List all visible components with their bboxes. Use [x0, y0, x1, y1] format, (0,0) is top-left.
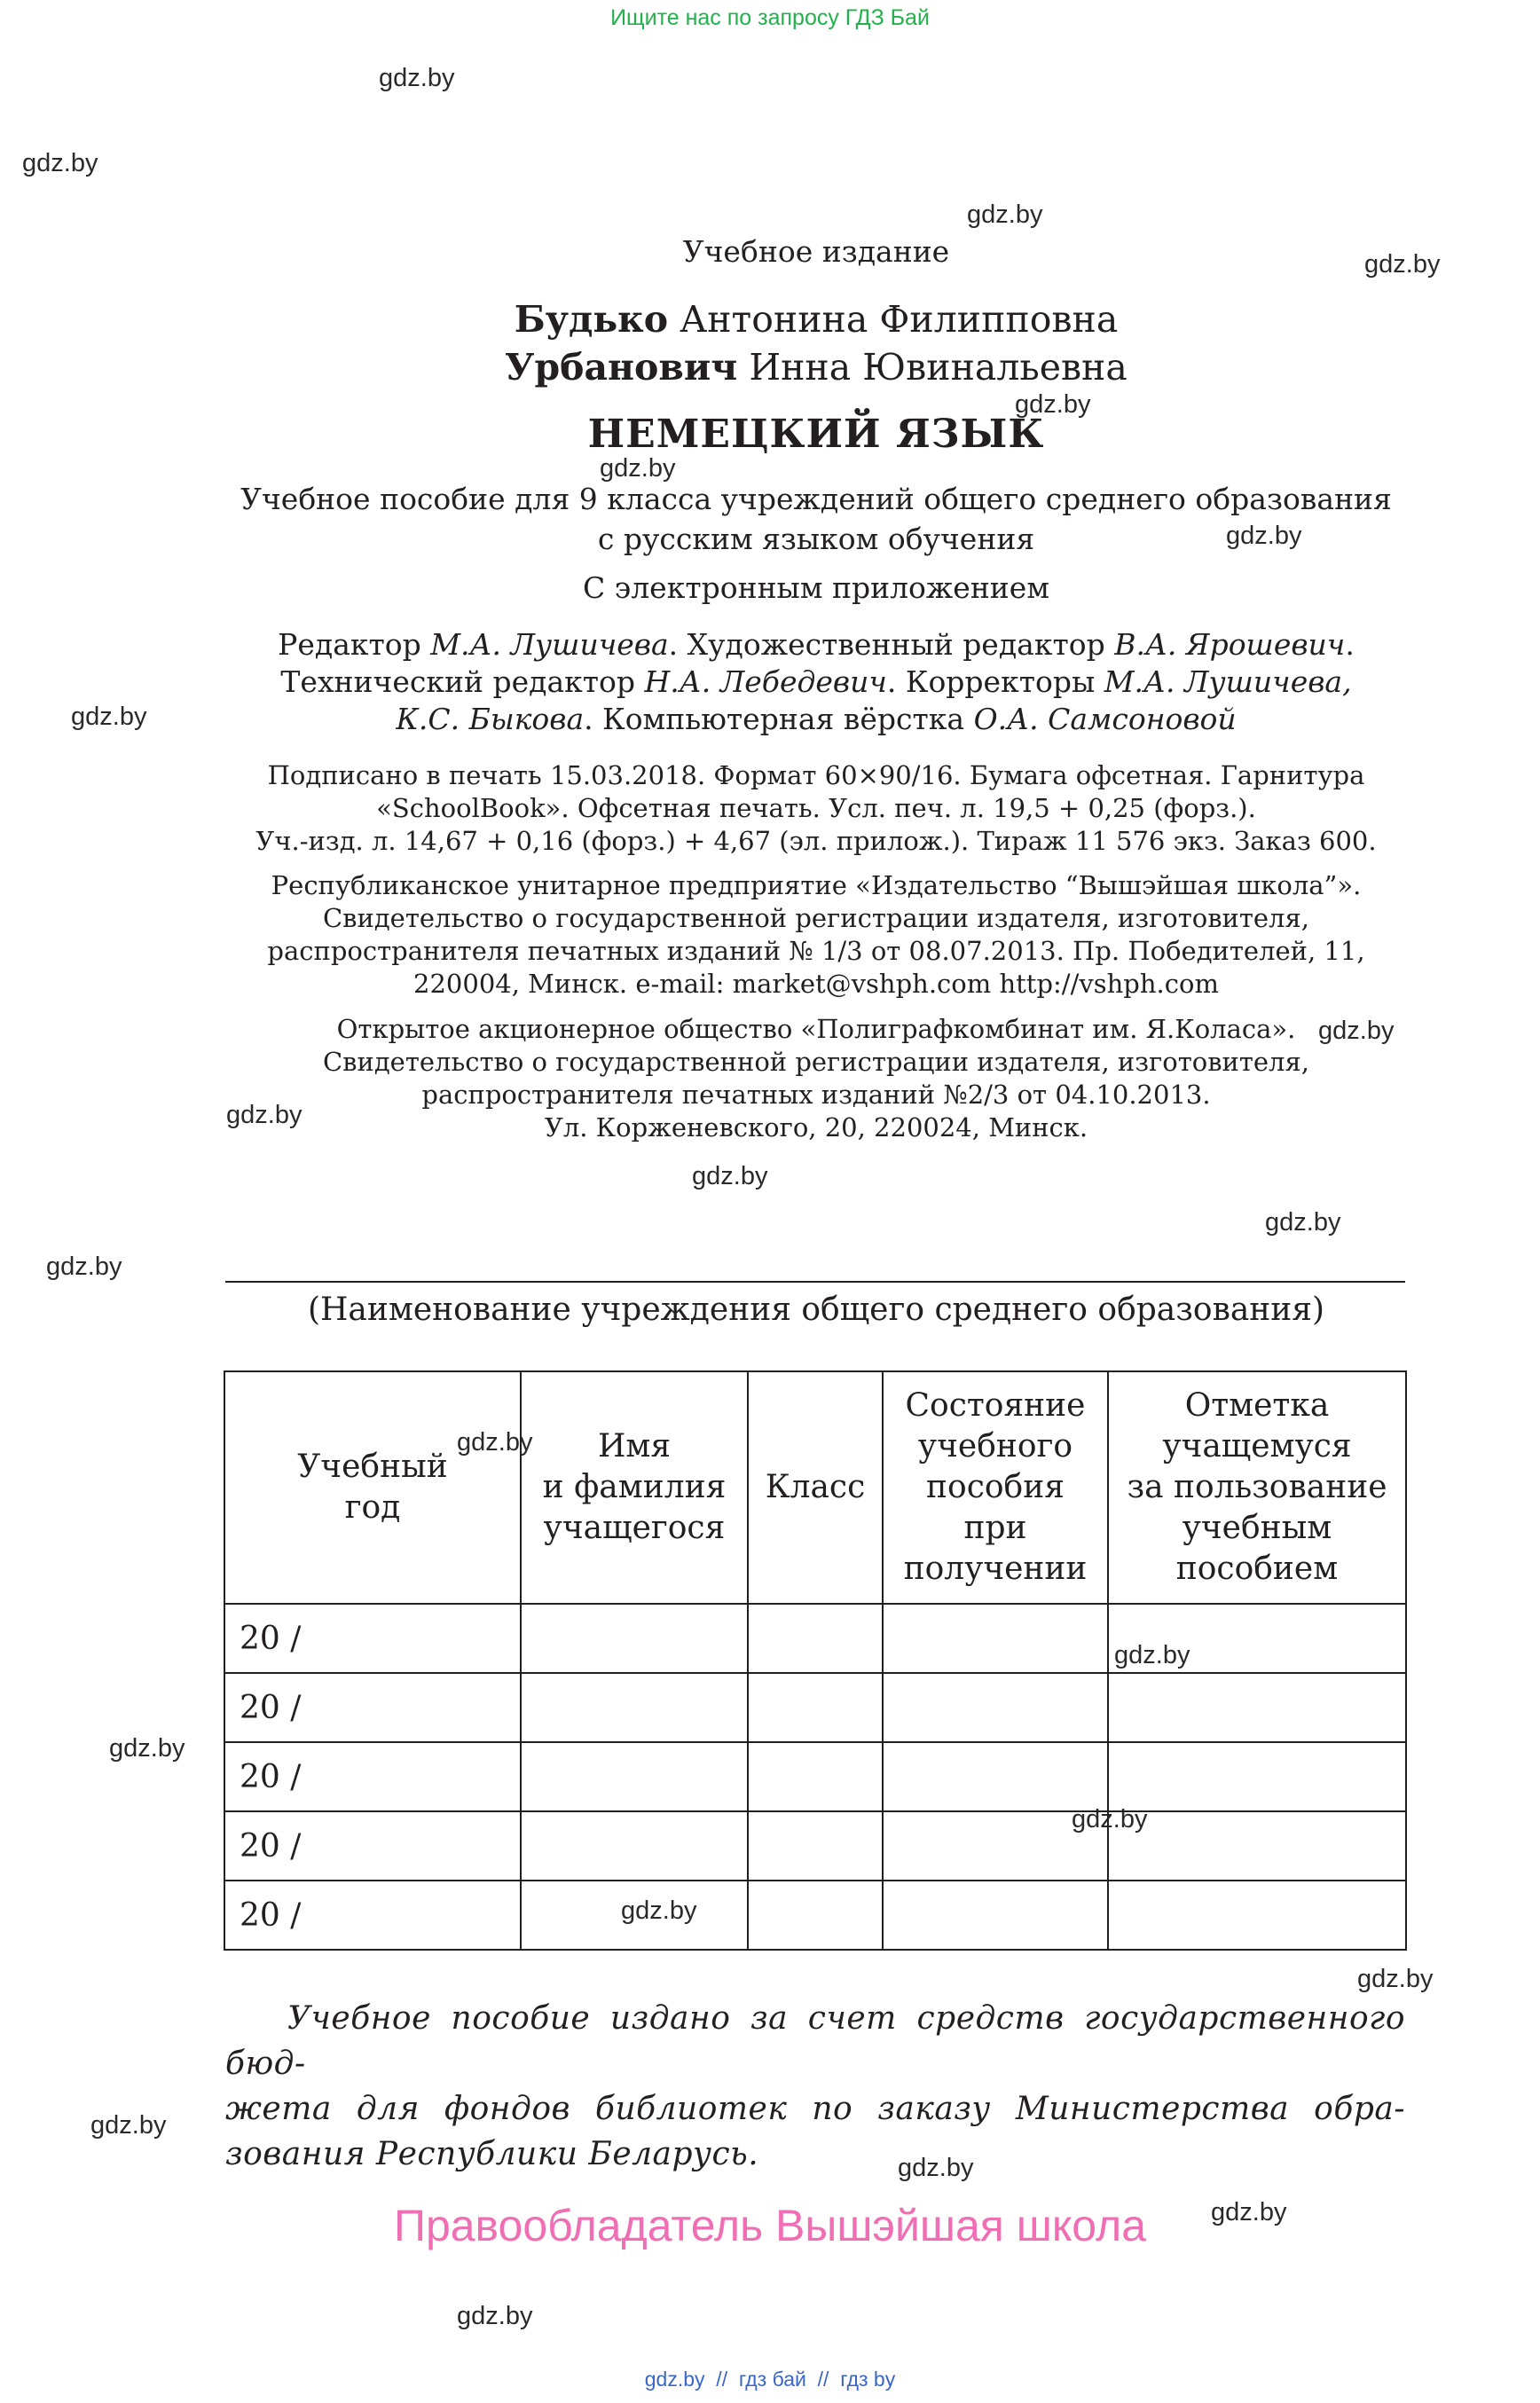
staff-person: М.А. Лушичева [430, 627, 669, 662]
watermark: gdz.by [379, 64, 455, 92]
header-grade [1108, 1371, 1406, 1604]
table-cell [521, 1673, 748, 1742]
table-cell [1108, 1604, 1406, 1673]
watermark: gdz.by [226, 1101, 302, 1129]
header-student-name [521, 1371, 748, 1604]
staff-line [222, 664, 1410, 701]
watermark: gdz.by [109, 1734, 185, 1763]
staff-credits [222, 626, 1410, 738]
watermark: gdz.by [1072, 1805, 1148, 1834]
printer-line: распространителя печатных изданий №2/3 от 04.10.2013. [421, 1080, 1211, 1110]
publisher-line: Республиканское унитарное предприятие «Издательство “Вышэйшая школа”». [271, 870, 1362, 900]
institution-caption: (Наименование учреждения общего среднего образования) [307, 1292, 1325, 1328]
header-label: Учебный год [297, 1449, 448, 1526]
watermark: gdz.by [22, 149, 98, 177]
staff-punct: . [1345, 627, 1355, 662]
header-label: Имя и фамилия учащегося [542, 1428, 727, 1546]
watermark: gdz.by [1211, 2198, 1287, 2226]
header-condition [883, 1371, 1108, 1604]
print-info-line: «SchoolBook». Офсетная печать. Усл. печ. л. 19,5 + 0,25 (форз.). [376, 793, 1256, 823]
bottom-banner[interactable]: gdz.by // гдз бай // гдз by [644, 2368, 896, 2391]
print-info [222, 759, 1410, 858]
table-cell-year: 20 / [224, 1881, 521, 1950]
staff-role: Технический редактор [280, 664, 645, 699]
watermark: gdz.by [71, 703, 147, 731]
staff-person: Н.А. Лебедевич [644, 664, 887, 699]
watermark: gdz.by [46, 1253, 122, 1281]
table-row [224, 1811, 1406, 1881]
publisher-line: распространителя печатных изданий № 1/3 от 08.07.2013. Пр. Победителей, 11, [267, 936, 1365, 966]
header-label: Класс [765, 1469, 866, 1505]
author-1-given: Антонина Филипповна [680, 298, 1119, 341]
watermark: gdz.by [90, 2111, 167, 2140]
table-cell [521, 1811, 748, 1881]
watermark: gdz.by [457, 2302, 533, 2330]
author-1 [222, 298, 1410, 341]
publisher-info [222, 869, 1410, 1001]
staff-line [222, 626, 1410, 664]
print-info-line: Подписано в печать 15.03.2018. Формат 60×90/16. Бумага офсетная. Гарнитура [267, 760, 1365, 790]
table-cell [748, 1604, 883, 1673]
table-row [224, 1673, 1406, 1742]
subtitle-line: Учебное пособие для 9 класса учреждений общего среднего образования [240, 482, 1392, 516]
watermark: gdz.by [1265, 1208, 1341, 1237]
staff-person: В.А. Ярошевич [1114, 627, 1346, 662]
header-label: Состояние учебного пособия при получении [903, 1387, 1088, 1587]
watermark: gdz.by [898, 2154, 974, 2182]
watermark: gdz.by [621, 1896, 697, 1925]
supplement-note: С электронным приложением [582, 570, 1050, 605]
table-cell-year: 20 / [224, 1742, 521, 1811]
table-cell-year: 20 / [224, 1604, 521, 1673]
table-cell [883, 1604, 1108, 1673]
watermark: gdz.by [1318, 1017, 1395, 1045]
author-2 [222, 346, 1410, 389]
table-row [224, 1604, 1406, 1673]
staff-person: К.С. Быкова [396, 702, 585, 736]
print-info-line: Уч.-изд. л. 14,67 + 0,16 (форз.) + 4,67 (эл. прилож.). Тираж 11 576 экз. Заказ 600. [255, 826, 1377, 856]
watermark: gdz.by [1364, 250, 1441, 279]
watermark: gdz.by [457, 1428, 533, 1457]
watermark: gdz.by [692, 1162, 768, 1190]
table-cell [748, 1742, 883, 1811]
publisher-line: Свидетельство о государственной регистрации издателя, изготовителя, [322, 903, 1309, 933]
subtitle [222, 479, 1410, 559]
author-2-surname: Урбанович [505, 346, 738, 389]
rights-holder: Правообладатель Вышэйшая школа [394, 2201, 1146, 2250]
table-cell [1108, 1742, 1406, 1811]
top-banner: Ищите нас по запросу ГДЗ Бай [610, 5, 930, 30]
table-cell [1108, 1673, 1406, 1742]
book-title: НЕМЕЦКИЙ ЯЗЫК [587, 412, 1045, 457]
watermark: gdz.by [1015, 390, 1091, 419]
table-cell [883, 1742, 1108, 1811]
watermark: gdz.by [1114, 1641, 1190, 1669]
table-cell [1108, 1881, 1406, 1950]
staff-role: . Корректоры [886, 664, 1104, 699]
table-cell [748, 1881, 883, 1950]
header-label: Отметка учащемуся за пользование учебным пособием [1127, 1387, 1387, 1587]
budget-note-line: зования Республики Беларусь. [225, 2136, 759, 2172]
table-cell [1108, 1811, 1406, 1881]
textbook-usage-table [224, 1370, 1407, 1951]
publisher-line: 220004, Минск. e-mail: market@vshph.com http://vshph.com [413, 969, 1219, 999]
table-cell [748, 1811, 883, 1881]
header-class [748, 1371, 883, 1604]
printer-info [222, 1013, 1410, 1144]
budget-note-line: Учебное пособие издано за счет средств государственного бюд- [225, 2000, 1405, 2082]
watermark: gdz.by [1357, 1965, 1434, 1993]
table-cell [883, 1673, 1108, 1742]
watermark: gdz.by [600, 454, 676, 483]
table-row [224, 1742, 1406, 1811]
header-school-year [224, 1371, 521, 1604]
table-cell-year: 20 / [224, 1811, 521, 1881]
table-cell-year: 20 / [224, 1673, 521, 1742]
staff-line [222, 701, 1410, 738]
budget-note-line: жета для фондов библиотек по заказу Министерства обра- [225, 2091, 1405, 2127]
budget-note [225, 1996, 1405, 2177]
printer-line: Свидетельство о государственной регистрации издателя, изготовителя, [322, 1047, 1309, 1077]
printer-line: Ул. Корженевского, 20, 220024, Минск. [544, 1112, 1088, 1143]
table-cell [521, 1604, 748, 1673]
staff-role: . Компьютерная вёрстка [584, 702, 974, 736]
edition-type: Учебное издание [682, 234, 950, 269]
staff-role: . Художественный редактор [668, 627, 1115, 662]
author-2-given: Инна Ювинальевна [749, 346, 1128, 389]
institution-name-line [225, 1281, 1405, 1283]
table-cell [748, 1673, 883, 1742]
subtitle-line: с русским языком обучения [597, 522, 1035, 556]
table-cell [883, 1811, 1108, 1881]
watermark: gdz.by [1226, 522, 1302, 550]
staff-person: О.А. Самсоновой [973, 702, 1237, 736]
table-cell [883, 1881, 1108, 1950]
table-row [224, 1881, 1406, 1950]
table-header-row [224, 1371, 1406, 1604]
staff-role: Редактор [278, 627, 431, 662]
table-cell [521, 1881, 748, 1950]
staff-person: М.А. Лушичева, [1104, 664, 1352, 699]
printer-line: Открытое акционерное общество «Полиграфкомбинат им. Я.Коласа». [336, 1014, 1296, 1044]
author-1-surname: Будько [514, 298, 669, 341]
watermark: gdz.by [967, 200, 1043, 229]
table-cell [521, 1742, 748, 1811]
